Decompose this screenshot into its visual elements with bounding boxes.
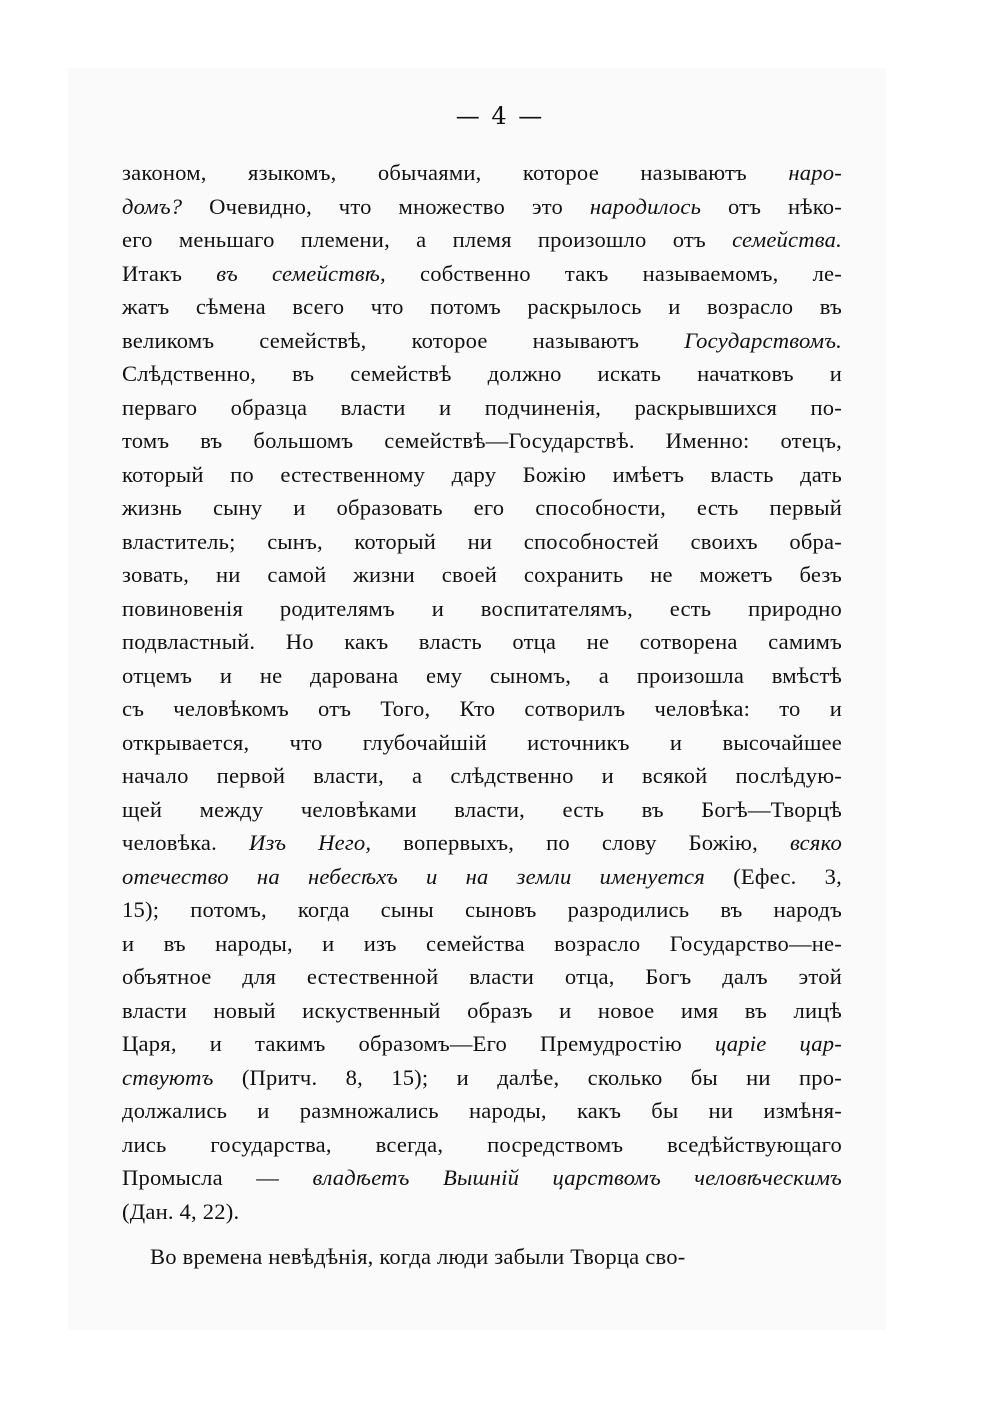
text-segment: Промысла —: [122, 1165, 313, 1190]
text-line: [122, 659, 842, 693]
text-segment: повиновенія родителямъ и воспитателямъ, есть природно: [122, 595, 842, 621]
text-line: [122, 1161, 842, 1195]
text-segment: законом, языкомъ, обычаями, которое называютъ: [122, 160, 789, 185]
text-segment: лись государства, всегда, посредствомъ вседѣйствующаго: [122, 1131, 842, 1157]
text-segment: (Притч. 8, 15); и далѣе, сколько бы ни про-: [213, 1064, 842, 1090]
italic-segment: царіе цар-: [715, 1031, 843, 1056]
italic-segment: Государствомъ.: [684, 327, 842, 353]
text-segment: великомъ семействѣ, которое называютъ: [122, 327, 685, 353]
text-segment: который по естественному дару Божію имѣетъ власть дать: [122, 461, 842, 487]
text-segment: отъ нѣко-: [701, 193, 842, 219]
text-segment: открывается, что глубочайшій источникъ и высочайшее: [122, 729, 842, 755]
text-line: [122, 592, 842, 626]
text-line: [122, 223, 842, 257]
text-segment: зовать, ни самой жизни своей сохранить не можетъ безъ: [122, 562, 842, 587]
italic-segment: Изъ Него,: [249, 830, 372, 855]
body-text: [122, 156, 842, 1274]
text-line: [122, 860, 842, 894]
text-line: [122, 558, 842, 592]
italic-segment: ствуютъ: [122, 1064, 214, 1090]
text-line: [122, 391, 842, 425]
text-segment: отцемъ и не дарована ему сыномъ, а произошла вмѣстѣ: [122, 662, 842, 688]
text-line: [122, 893, 842, 927]
text-line: [122, 726, 842, 760]
italic-segment: владѣетъ Вышній царствомъ человѣческимъ: [312, 1165, 842, 1190]
text-segment: перваго образца власти и подчиненія, раскрывшихся по-: [122, 394, 842, 420]
text-segment: его меньшаго племени, а племя произошло отъ: [122, 227, 733, 252]
text-segment: собственно такъ называемомъ, ле-: [385, 260, 843, 286]
text-segment: власти новый искуственный образъ и новое имя въ лицѣ: [122, 997, 842, 1023]
page-number: — 4 —: [455, 102, 545, 130]
text-line: [122, 491, 842, 525]
text-line: [122, 257, 842, 291]
italic-segment: въ семействѣ,: [216, 260, 386, 286]
text-segment: человѣка.: [122, 830, 249, 855]
italic-segment: всяко: [789, 830, 842, 855]
text-segment: Слѣдственно, въ семействѣ должно искать начатковъ и: [122, 361, 842, 386]
text-segment: 15); потомъ, когда сыны сыновъ разродились въ народъ: [122, 897, 842, 922]
text-line: [122, 1240, 842, 1274]
text-segment: жатъ сѣмена всего что потомъ раскрылось и возрасло въ: [122, 294, 842, 319]
text-segment: жизнь сыну и образовать его способности, есть первый: [122, 495, 842, 520]
italic-segment: наро-: [788, 160, 842, 185]
text-line: [122, 290, 842, 324]
text-segment: (Ефес. 3,: [704, 863, 842, 889]
text-line: [122, 692, 842, 726]
text-segment: Итакъ: [122, 260, 217, 286]
text-segment: и въ народы, и изъ семейства возрасло Государство—не-: [122, 930, 842, 956]
text-segment: должались и размножались народы, какъ бы ни измѣня-: [122, 1098, 842, 1123]
text-line: [122, 1061, 842, 1095]
text-segment: щей между человѣками власти, есть въ Богѣ—Творцѣ: [122, 796, 842, 822]
text-line: [122, 994, 842, 1028]
text-line: [122, 190, 842, 224]
text-segment: (Дан. 4, 22).: [122, 1198, 240, 1224]
text-line: [122, 357, 842, 391]
text-segment: подвластный. Но какъ власть отца не сотворена самимъ: [122, 629, 842, 654]
text-line: [122, 156, 842, 190]
text-segment: Очевидно, что множество это: [182, 193, 590, 219]
text-line: [122, 1195, 842, 1229]
text-line: [122, 759, 842, 793]
text-segment: томъ въ большомъ семействѣ—Государствѣ. Именно: отецъ,: [122, 428, 842, 453]
text-segment: Царя, и такимъ образомъ—Его Премудростію: [122, 1031, 716, 1056]
text-line: [122, 525, 842, 559]
italic-segment: народилось: [589, 193, 702, 219]
text-line: [122, 1128, 842, 1162]
text-line: [122, 960, 842, 994]
text-segment: вопервыхъ, по слову Божію,: [371, 830, 790, 855]
italic-segment: семейства.: [732, 227, 842, 252]
text-segment: съ человѣкомъ отъ Того, Кто сотворилъ человѣка: то и: [122, 696, 842, 721]
text-line: [122, 458, 842, 492]
text-line: [122, 927, 842, 961]
text-line: [122, 793, 842, 827]
text-segment: властитель; сынъ, который ни способностей своихъ обра-: [122, 528, 842, 554]
text-segment: объятное для естественной власти отца, Богъ далъ этой: [122, 964, 842, 989]
text-line: [122, 1094, 842, 1128]
text-line: [122, 826, 842, 860]
text-line: [122, 424, 842, 458]
text-segment: Во времена невѣдѣнія, когда люди забыли Творца сво-: [150, 1244, 686, 1269]
italic-segment: отечество на небесѣхъ и на земли именуется: [122, 863, 705, 889]
text-line: [122, 625, 842, 659]
text-line: [122, 324, 842, 358]
text-line: [122, 1027, 842, 1061]
italic-segment: домъ?: [122, 193, 183, 219]
text-segment: начало первой власти, а слѣдственно и всякой послѣдую-: [122, 763, 842, 788]
